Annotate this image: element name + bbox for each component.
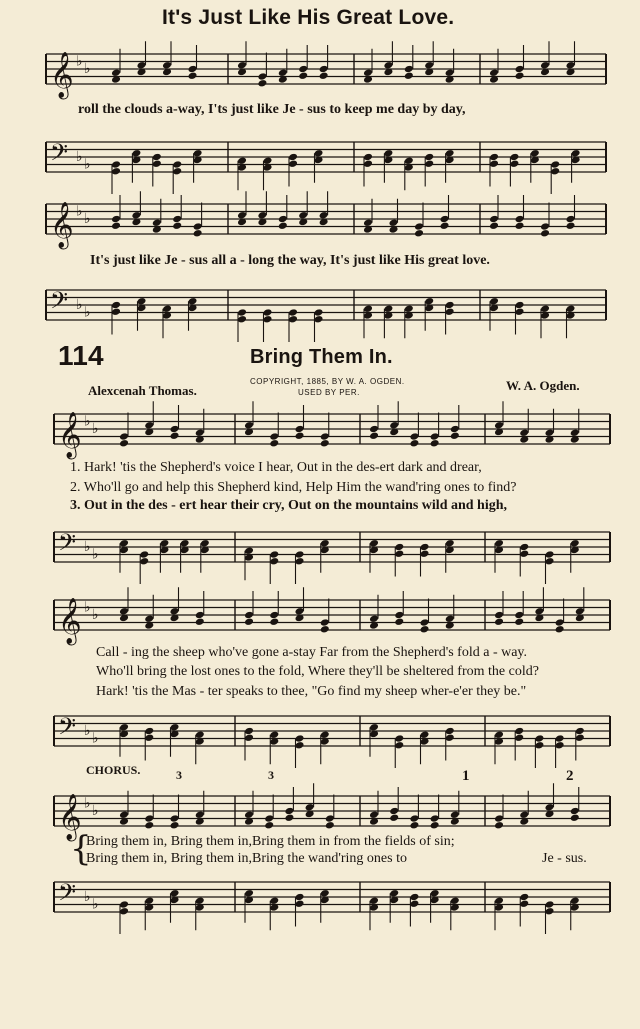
note-head xyxy=(257,79,267,88)
bass-clef-icon: 𝄢 xyxy=(58,878,77,912)
flat-sign-icon: ♭ xyxy=(84,599,91,616)
verse2-line-b: Who'll bring the lost ones to the fold, Where they'll be sheltered from the cold? xyxy=(96,664,539,679)
note-head xyxy=(409,821,419,830)
hymn1-system1-bass xyxy=(46,132,606,188)
flat-sign-icon: ♭ xyxy=(92,421,99,437)
note-head xyxy=(515,221,525,230)
chorus-line1: Bring them in, Bring them in,Bring them in from the fields of sin; xyxy=(86,834,455,849)
chorus-line2-ending: Je - sus. xyxy=(542,851,587,866)
note-head xyxy=(389,813,399,822)
note-head xyxy=(515,71,525,80)
note-head xyxy=(414,229,424,238)
hymn1-system2-treble xyxy=(46,194,606,250)
hymn2-chorus-bass xyxy=(54,872,610,928)
note-head xyxy=(404,71,414,80)
hymn1-lyric-line2: It's just like Je - sus all a - long the way, It's just like His great love. xyxy=(90,253,490,268)
chorus-label: CHORUS. xyxy=(86,763,141,777)
note-head xyxy=(278,221,288,230)
verse1-line-b: Call - ing the sheep who've gone a-stay Far from the Shepherd's fold a - way. xyxy=(96,645,528,660)
flat-sign-icon: ♭ xyxy=(84,889,91,905)
flat-sign-icon: ♭ xyxy=(76,203,83,220)
note-head xyxy=(514,617,524,626)
note-head xyxy=(430,439,440,448)
flat-sign-icon: ♭ xyxy=(84,211,91,227)
copyright-line1: COPYRIGHT, 1885, BY W. A. OGDEN. xyxy=(250,377,405,386)
bass-clef-icon: 𝄢 xyxy=(58,712,77,746)
flat-sign-icon: ♭ xyxy=(76,297,83,313)
verse1-line-a: 1. Hark! 'tis the Shepherd's voice I hear, Out in the des-ert dark and drear, xyxy=(70,460,482,475)
hymn1-system1-treble xyxy=(46,44,606,100)
note-head xyxy=(369,431,379,440)
flat-sign-icon: ♭ xyxy=(84,413,91,430)
flat-sign-icon: ♭ xyxy=(84,795,91,812)
flat-sign-icon: ♭ xyxy=(92,896,99,913)
hymn-number: 114 xyxy=(58,340,104,371)
hymn2-system2-treble xyxy=(54,590,610,646)
hymn1-title: It's Just Like His Great Love. xyxy=(162,6,455,29)
note-head xyxy=(440,221,450,230)
treble-clef-icon: 𝄞 xyxy=(58,412,82,458)
triplet-mark-2: 3 xyxy=(268,768,274,782)
hymn2-title: Bring Them In. xyxy=(250,346,393,368)
note-head xyxy=(269,439,279,448)
note-head xyxy=(566,221,576,230)
triplet-mark-1: 3 xyxy=(176,768,182,782)
note-head xyxy=(172,221,182,230)
flat-sign-icon: ♭ xyxy=(92,803,99,819)
note-head xyxy=(193,229,203,238)
note-head xyxy=(188,71,198,80)
copyright-line2: USED BY PER. xyxy=(298,388,360,397)
flat-sign-icon: ♭ xyxy=(92,546,99,563)
verse2-line-a: 2. Who'll go and help this Shepherd kind, Help Him the wand'ring ones to find? xyxy=(70,480,517,495)
note-head xyxy=(295,431,305,440)
bass-clef-icon: 𝄢 xyxy=(50,286,69,320)
note-head xyxy=(420,625,430,634)
chorus-line2: Bring them in, Bring them in,Bring the wand'ring ones to xyxy=(86,851,407,866)
chorus-lyric-brace: { xyxy=(70,829,92,869)
note-head xyxy=(284,813,294,822)
flat-sign-icon: ♭ xyxy=(76,149,83,165)
note-head xyxy=(244,617,254,626)
note-head xyxy=(494,821,504,830)
note-head xyxy=(195,617,205,626)
hymn2-system2-bass xyxy=(54,706,610,762)
flat-sign-icon: ♭ xyxy=(84,304,91,321)
note-head xyxy=(450,431,460,440)
flat-sign-icon: ♭ xyxy=(84,61,91,77)
note-head xyxy=(489,221,499,230)
hymn1-system2-bass xyxy=(46,280,606,336)
composer-credit: W. A. Ogden. xyxy=(506,378,580,393)
treble-clef-icon: 𝄞 xyxy=(50,202,74,248)
note-head xyxy=(325,821,335,830)
note-head xyxy=(144,821,154,830)
note-head xyxy=(111,221,121,230)
treble-clef-icon: 𝄞 xyxy=(50,52,74,98)
note-head xyxy=(119,439,129,448)
bass-clef-icon: 𝄢 xyxy=(58,528,77,562)
note-head xyxy=(170,821,180,830)
note-head xyxy=(298,71,308,80)
second-ending-number: 2 xyxy=(566,768,574,784)
note-head xyxy=(555,625,565,634)
flat-sign-icon: ♭ xyxy=(76,53,83,70)
hymn1-lyric-line1: roll the clouds a-way, I'ts just like Je - sus to keep me day by day, xyxy=(78,102,466,117)
note-head xyxy=(319,71,329,80)
hymn2-system1-treble xyxy=(54,404,610,460)
note-head xyxy=(320,625,330,634)
bass-clef-icon: 𝄢 xyxy=(50,138,69,172)
note-head xyxy=(170,431,180,440)
note-head xyxy=(430,821,440,830)
note-head xyxy=(540,229,550,238)
flat-sign-icon: ♭ xyxy=(84,156,91,173)
flat-sign-icon: ♭ xyxy=(84,539,91,555)
treble-clef-icon: 𝄞 xyxy=(58,598,82,644)
note-head xyxy=(394,617,404,626)
note-head xyxy=(409,439,419,448)
lyricist-credit: Alexcenah Thomas. xyxy=(88,383,197,398)
note-head xyxy=(320,439,330,448)
verse3-line-b: Hark! 'tis the Mas - ter speaks to thee, "Go find my sheep wher-e'er they be." xyxy=(96,684,527,699)
first-ending-number: 1 xyxy=(462,768,470,784)
note-head xyxy=(269,617,279,626)
hymn2-system1-bass xyxy=(54,522,610,578)
treble-clef-icon: 𝄞 xyxy=(58,794,82,840)
flat-sign-icon: ♭ xyxy=(84,723,91,739)
flat-sign-icon: ♭ xyxy=(92,730,99,747)
note-head xyxy=(494,617,504,626)
note-head xyxy=(264,821,274,830)
note-head xyxy=(570,813,580,822)
flat-sign-icon: ♭ xyxy=(92,607,99,623)
verse3-line-a: 3. Out in the des - ert hear their cry, Out on the mountains wild and high, xyxy=(70,498,508,513)
